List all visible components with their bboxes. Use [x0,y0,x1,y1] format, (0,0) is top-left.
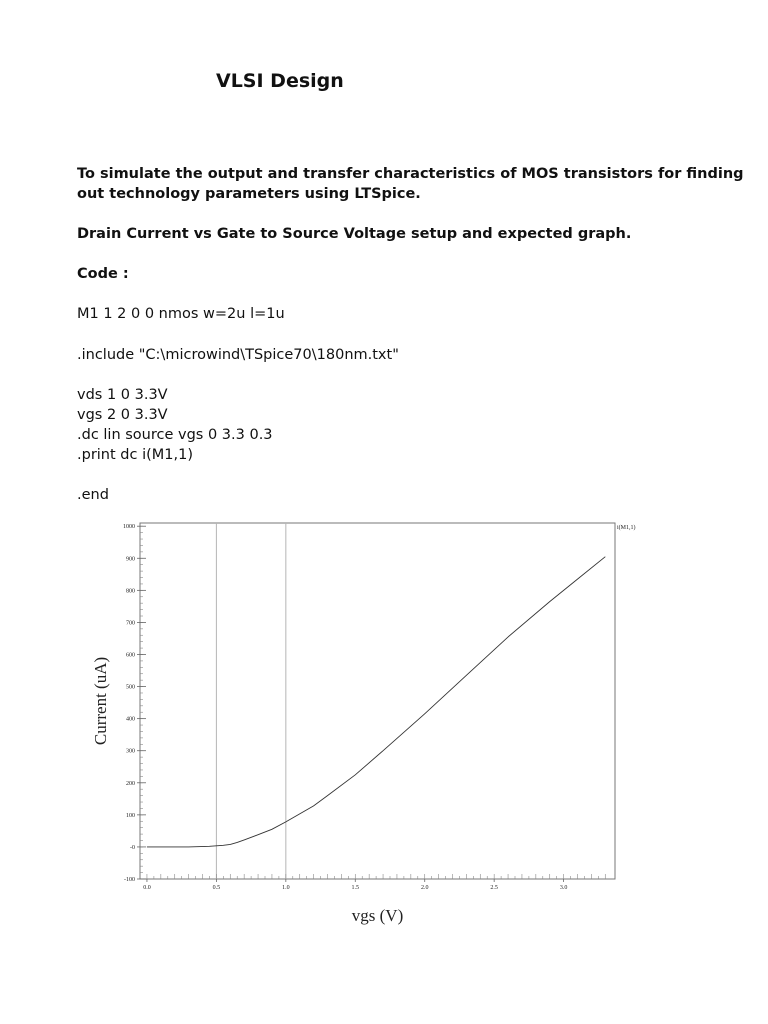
y-tick-label-6: 500 [126,684,135,691]
subheading: Drain Current vs Gate to Source Voltage setup and expected graph. [77,226,632,242]
x-tick-label-5: 2.5 [490,885,498,891]
y-tick-label-7: 600 [126,652,135,659]
y-tick-label-8: 700 [126,620,135,627]
code-line-netlist: M1 1 2 0 0 nmos w=2u l=1u [77,306,285,322]
y-tick-label-5: 400 [126,716,135,723]
x-tick-label-0: 0.0 [143,885,151,891]
x-tick-label-1: 0.5 [212,885,221,891]
code-line-vds: vds 1 0 3.3V [77,387,168,403]
code-label: Code : [77,266,129,282]
document-title: VLSI Design [216,70,344,92]
code-line-include: .include "C:\microwind\TSpice70\180nm.txt" [77,347,399,363]
code-line-vgs: vgs 2 0 3.3V [77,407,168,423]
y-tick-label-2: 100 [126,812,135,819]
y-tick-label-9: 800 [126,588,135,595]
x-tick-label-2: 1.0 [282,885,290,891]
aim-line-2: out technology parameters using LTSpice. [77,186,421,202]
plot-frame [140,523,615,879]
x-tick-label-4: 2.0 [420,885,429,891]
code-line-end: .end [77,487,109,503]
aim-line-1: To simulate the output and transfer characteristics of MOS transistors for finding [77,166,744,182]
legend-entry-0: i(M1,1) [617,525,636,531]
x-tick-label-6: 3.0 [559,885,568,891]
y-axis-label: Current (uA) [91,656,110,746]
x-tick-label-3: 1.5 [351,885,360,891]
code-line-print: .print dc i(M1,1) [77,447,193,463]
y-tick-label-0: -100 [124,877,135,883]
y-tick-label-1: -0 [130,844,135,851]
iv-transfer-chart [80,515,660,935]
code-line-dc: .dc lin source vgs 0 3.3 0.3 [77,427,273,443]
x-axis-label: vgs (V) [351,906,404,925]
y-tick-label-11: 1000 [123,524,135,531]
y-tick-label-4: 300 [126,748,135,755]
y-tick-label-10: 900 [126,556,135,563]
y-tick-label-3: 200 [126,780,135,787]
